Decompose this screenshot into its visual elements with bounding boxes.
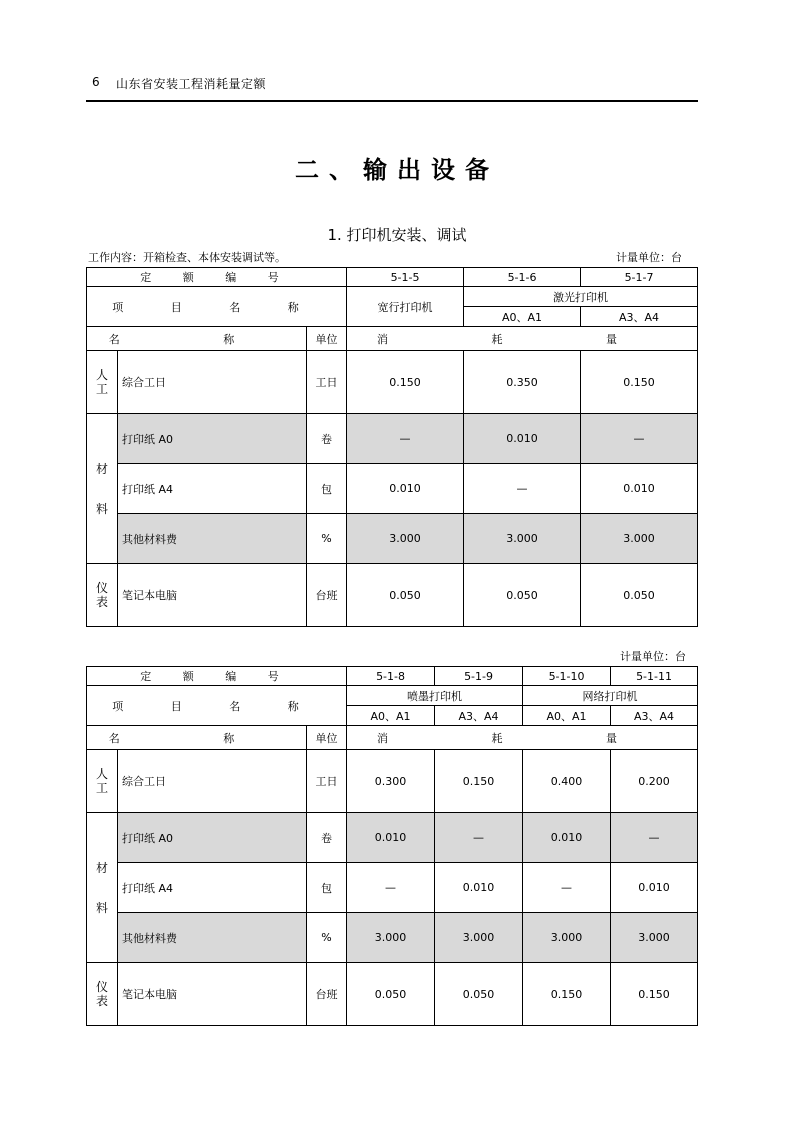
row-value: — [435,813,523,863]
row-value: 0.350 [464,351,581,414]
table-row [87,963,698,1026]
row-value: 0.150 [347,351,464,414]
row-unit: 卷 [307,414,347,464]
sub-item: A3、A4 [435,706,523,726]
category-instrument: 仪 表 [87,564,118,627]
table-row [87,913,698,963]
sub-item: A0、A1 [523,706,611,726]
row-value: 0.010 [464,414,581,464]
row-name: 其他材料费 [118,913,307,963]
quota-code-label: 定 额 编 号 [87,268,347,287]
category-labor: 人 工 [87,351,118,414]
row-value: 0.050 [347,963,435,1026]
row-name: 综合工日 [118,750,307,813]
table-row [87,863,698,913]
quota-table-1 [86,267,698,627]
row-unit: % [307,913,347,963]
row-value: 0.010 [581,464,698,514]
book-title: 山东省安装工程消耗量定额 [116,77,267,91]
work-content: 工作内容：开箱检查、本体安装调试等。 [88,251,286,264]
name-column-header: 名 称 [87,726,307,750]
quota-code: 5-1-9 [435,667,523,686]
row-unit: 台班 [307,564,347,627]
row-value: 0.010 [435,863,523,913]
table-row [87,564,698,627]
row-value: 3.000 [581,514,698,564]
row-value: 0.010 [523,813,611,863]
category-material: 材 料 [87,414,118,564]
item-group-inkjet: 喷墨打印机 [347,686,523,706]
row-value: 0.050 [435,963,523,1026]
unit-label: 计量单位：台 [616,251,682,264]
row-unit: 工日 [307,750,347,813]
row-value: 0.050 [581,564,698,627]
item-group-laser: 激光打印机 [464,287,698,307]
row-value: 0.150 [523,963,611,1026]
row-value: 3.000 [347,514,464,564]
row-value: 0.010 [347,464,464,514]
row-value: 0.300 [347,750,435,813]
row-value: 0.150 [581,351,698,414]
quota-code: 5-1-11 [611,667,698,686]
name-column-header: 名 称 [87,327,307,351]
row-value: 3.000 [435,913,523,963]
row-name: 笔记本电脑 [118,564,307,627]
sub-item: A0、A1 [347,706,435,726]
table-row [87,414,698,464]
row-value: — [347,414,464,464]
consumption-header: 消 耗 量 [347,726,698,750]
item-wide-printer: 宽行打印机 [347,287,464,327]
quota-code: 5-1-6 [464,268,581,287]
item-name-label: 项 目 名 称 [87,686,347,726]
sub-item: A3、A4 [611,706,698,726]
row-value: — [464,464,581,514]
consumption-header: 消 耗 量 [347,327,698,351]
row-name: 其他材料费 [118,514,307,564]
row-unit: % [307,514,347,564]
category-material: 材 料 [87,813,118,963]
sub-item: A0、A1 [464,307,581,327]
category-labor: 人 工 [87,750,118,813]
unit-column-header: 单位 [307,726,347,750]
quota-code: 5-1-7 [581,268,698,287]
section-title: 二、输出设备 [295,156,499,184]
row-value: 0.010 [611,863,698,913]
row-name: 综合工日 [118,351,307,414]
row-value: 0.150 [611,963,698,1026]
row-value: — [523,863,611,913]
row-unit: 包 [307,863,347,913]
subsection-title: 1. 打印机安装、调试 [327,226,467,244]
row-value: 3.000 [523,913,611,963]
row-value: — [347,863,435,913]
row-value: 3.000 [347,913,435,963]
table-row [87,813,698,863]
row-value: 0.010 [347,813,435,863]
row-name: 笔记本电脑 [118,963,307,1026]
row-value: 0.200 [611,750,698,813]
row-name: 打印纸 A0 [118,414,307,464]
row-value: 0.150 [435,750,523,813]
row-unit: 卷 [307,813,347,863]
unit-column-header: 单位 [307,327,347,351]
header-rule [86,100,698,102]
quota-code: 5-1-8 [347,667,435,686]
quota-code: 5-1-10 [523,667,611,686]
row-value: 3.000 [464,514,581,564]
row-value: 0.400 [523,750,611,813]
row-value: 3.000 [611,913,698,963]
table-row [87,750,698,813]
row-value: 0.050 [347,564,464,627]
quota-table-2 [86,666,698,1026]
row-name: 打印纸 A4 [118,464,307,514]
row-value: — [581,414,698,464]
row-value: — [611,813,698,863]
row-name: 打印纸 A0 [118,813,307,863]
row-name: 打印纸 A4 [118,863,307,913]
page-number: 6 [92,75,100,89]
sub-item: A3、A4 [581,307,698,327]
row-unit: 台班 [307,963,347,1026]
item-name-label: 项 目 名 称 [87,287,347,327]
row-unit: 工日 [307,351,347,414]
quota-code-label: 定 额 编 号 [87,667,347,686]
table-row [87,464,698,514]
unit-label-2: 计量单位：台 [620,650,686,663]
quota-code: 5-1-5 [347,268,464,287]
table-row [87,351,698,414]
item-group-network: 网络打印机 [523,686,698,706]
table-row [87,514,698,564]
row-unit: 包 [307,464,347,514]
category-instrument: 仪 表 [87,963,118,1026]
row-value: 0.050 [464,564,581,627]
